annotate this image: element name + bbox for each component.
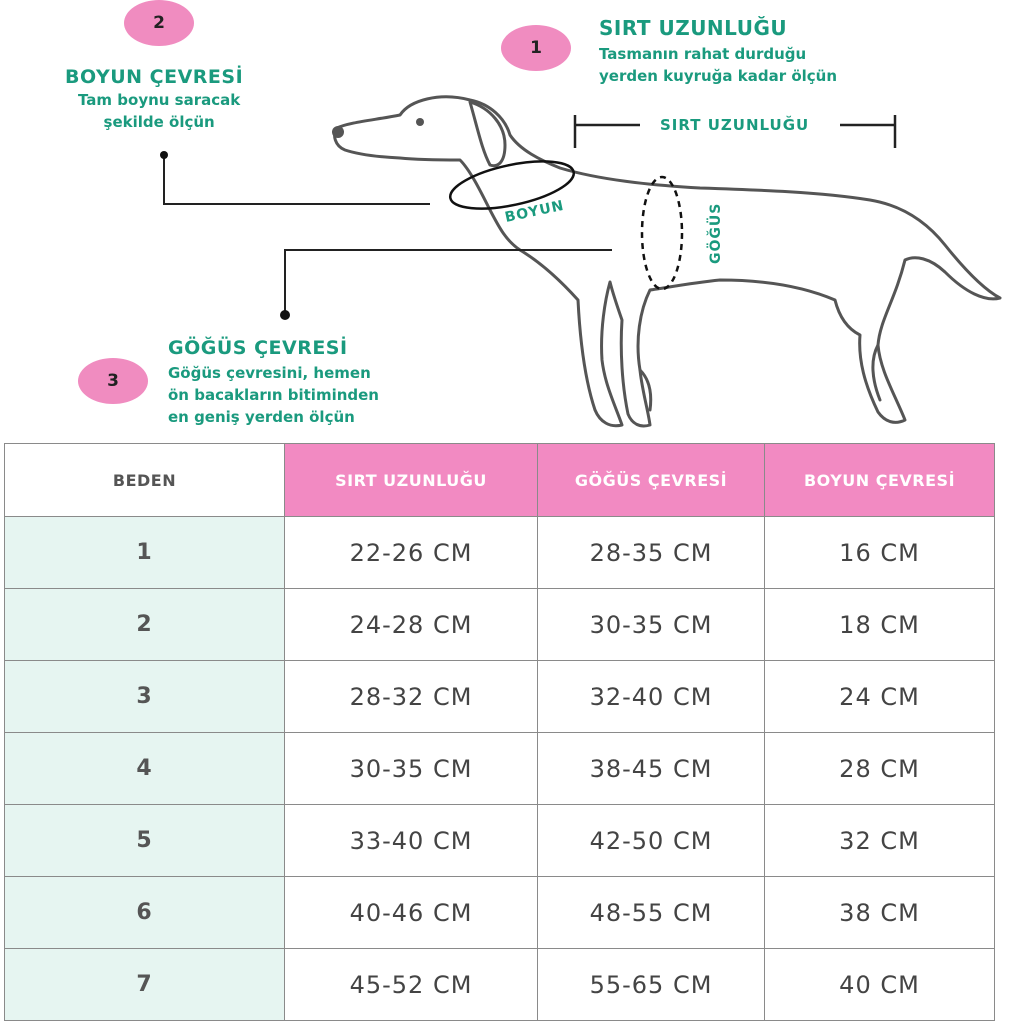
chest-cell: 30-35 CM bbox=[538, 589, 765, 661]
back-length-desc: Tasmanın rahat durduğu yerden kuyruğa kadar ölçün bbox=[599, 45, 838, 85]
back-length-cell: 24-28 CM bbox=[285, 589, 538, 661]
neck-cell: 28 CM bbox=[765, 733, 995, 805]
size-cell: 3 bbox=[5, 661, 285, 733]
back-length-cell: 22-26 CM bbox=[285, 517, 538, 589]
chest-cell: 55-65 CM bbox=[538, 949, 765, 1021]
chest-label: GÖĞÜS bbox=[708, 202, 724, 264]
chest-cell: 38-45 CM bbox=[538, 733, 765, 805]
header-chest: GÖĞÜS ÇEVRESİ bbox=[538, 444, 765, 517]
table-row bbox=[5, 661, 995, 733]
neck-label: BOYUN bbox=[503, 197, 566, 226]
back-length-cell: 28-32 CM bbox=[285, 661, 538, 733]
header-neck: BOYUN ÇEVRESİ bbox=[765, 444, 995, 517]
size-cell: 6 bbox=[5, 877, 285, 949]
neck-cell: 16 CM bbox=[765, 517, 995, 589]
chest-desc: Göğüs çevresini, hemen ön bacakların bitiminden en geniş yerden ölçün bbox=[168, 364, 379, 426]
header-back-length: SIRT UZUNLUĞU bbox=[285, 444, 538, 517]
step-badge-1: 1 bbox=[501, 25, 571, 71]
header-size: BEDEN bbox=[5, 444, 285, 517]
step-badge-2: 2 bbox=[124, 0, 194, 46]
dog-ear bbox=[470, 102, 505, 166]
neck-cell: 40 CM bbox=[765, 949, 995, 1021]
dog-outline bbox=[335, 97, 1000, 426]
table-row bbox=[5, 949, 995, 1021]
back-length-cell: 33-40 CM bbox=[285, 805, 538, 877]
chest-leader-dot bbox=[280, 310, 290, 320]
dog-nose bbox=[332, 126, 344, 138]
chest-cell: 32-40 CM bbox=[538, 661, 765, 733]
neck-desc: Tam boynu saracak şekilde ölçün bbox=[78, 91, 241, 131]
neck-leader-line bbox=[164, 155, 430, 204]
chest-cell: 42-50 CM bbox=[538, 805, 765, 877]
back-length-cell: 45-52 CM bbox=[285, 949, 538, 1021]
back-length-label: SIRT UZUNLUĞU bbox=[660, 116, 810, 134]
chest-cell: 28-35 CM bbox=[538, 517, 765, 589]
table-header-row bbox=[5, 444, 995, 517]
neck-cell: 24 CM bbox=[765, 661, 995, 733]
neck-leader-dot bbox=[160, 151, 168, 159]
table-row bbox=[5, 733, 995, 805]
neck-cell: 38 CM bbox=[765, 877, 995, 949]
dog-eye bbox=[416, 118, 424, 126]
neck-cell: 32 CM bbox=[765, 805, 995, 877]
neck-title: BOYUN ÇEVRESİ bbox=[65, 66, 244, 88]
chest-cell: 48-55 CM bbox=[538, 877, 765, 949]
back-length-cell: 30-35 CM bbox=[285, 733, 538, 805]
chest-measure-ellipse bbox=[642, 177, 682, 289]
table-row bbox=[5, 517, 995, 589]
table-row bbox=[5, 877, 995, 949]
chest-title: GÖĞÜS ÇEVRESİ bbox=[168, 337, 348, 359]
table-row bbox=[5, 589, 995, 661]
size-cell: 4 bbox=[5, 733, 285, 805]
size-cell: 2 bbox=[5, 589, 285, 661]
size-cell: 1 bbox=[5, 517, 285, 589]
back-length-cell: 40-46 CM bbox=[285, 877, 538, 949]
neck-cell: 18 CM bbox=[765, 589, 995, 661]
table-row bbox=[5, 805, 995, 877]
size-table bbox=[4, 443, 995, 1021]
back-length-title: SIRT UZUNLUĞU bbox=[599, 16, 788, 40]
step-badge-3: 3 bbox=[78, 358, 148, 404]
size-cell: 5 bbox=[5, 805, 285, 877]
size-cell: 7 bbox=[5, 949, 285, 1021]
